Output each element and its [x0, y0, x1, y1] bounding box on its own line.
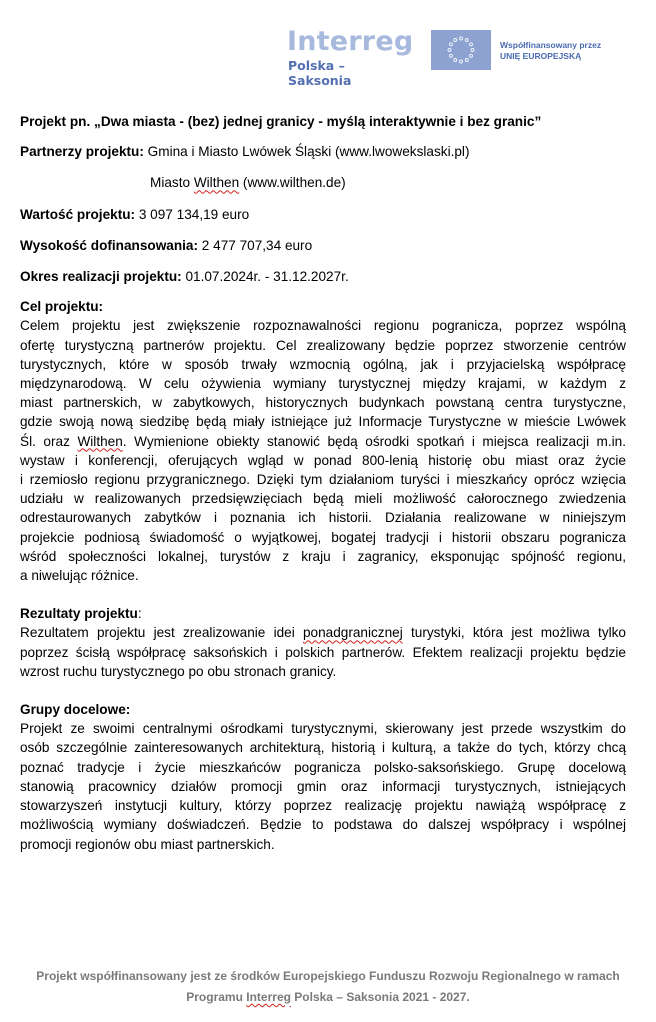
partner-1: Gmina i Miasto Lwówek Śląski (www.lwowekslaski.pl) — [143, 144, 470, 160]
partners-label: Partnerzy projektu: — [20, 144, 144, 160]
interreg-logo-subtitle: Polska – Saksonia — [288, 58, 352, 88]
goal-heading: Cel projektu: — [20, 299, 104, 315]
eu-cofinancing-label: Współfinansowany przez UNIĘ EUROPEJSKĄ — [500, 40, 602, 61]
goal-paragraph: Celem projektu jest zwiększenie rozpoznawalności regionu pogranicza, poprzez wspólną ofertę turystyczną partnerów projektu. Cel zrealizowany będzie poprzez stworzenie centrów turystycznych, które w sposób trwały wzmocnią ogólną, jak i przyjacielską współpracę międzynarodową. W celu ożywienia wymiany turystycznej między krajami, w każdym z miast partnerskich, w zabytkowych, historycznych budynkach powstaną centra turystyczne, gdzie swoją nową siedzibę będą miały istniejące już Informacje Turystyczne w mieście Lwówek Śl. oraz Wilthen. Wymienione obiekty stanowić będą ośrodki spotkań i miejsca realizacji m.in. wystaw i konferencji, oferujących wgląd w ponad 800-lenią historię obu miast oraz życie i rzemiosło regionu przygranicznego. Dzięki tym działaniom turyści i mieszkańcy oprócz wzięcia udziału w realizowanych przedsięwzięciach będą mieli możliwość całorocznego zwiedzenia odrestaurowanych zabytków i poznania ich historii. Działania realizowane w niniejszym projekcie podniosą świadomość o wyjątkowej, bogatej tradycji i historii obszaru pogranicza wśród społeczności lokalnej, turystów z kraju i zagranicy, eksponując spójność regionu, a niwelując różnice. — [20, 318, 626, 584]
groups-heading: Grupy docelowe: — [20, 702, 131, 718]
interreg-logo — [287, 26, 414, 88]
results-heading: Rezultaty projektu: — [20, 606, 142, 622]
partner-2: Miasto Wilthen (www.wilthen.de) — [150, 175, 346, 191]
footer-note: Projekt współfinansowany jest ze środków Europejskiego Funduszu Rozwoju Regionalnego w ramach Programu Interreg Polska – Saksonia 2021 - 2027. — [36, 969, 620, 1004]
groups-paragraph: Projekt ze swoimi centralnymi ośrodkami turystycznymi, skierowany jest przede wszystkim do osób szczególnie zainteresowanych architekturą, historią i kulturą, a także do tych, którzy chcą poznać tradycje i życie mieszkańców pogranicza polsko-saksońskiego. Grupę docelową stanowią pracownicy działów promocji gmin oraz informacji turystycznych, istniejących stowarzyszeń instytucji kultury, którzy poprzez realizację projektu nawiążą współpracę z możliwością wymiany doświadczeń. Będzie to podstawa do dalszej współpracy i wspólnej promocji regionów obu miast partnerskich. — [20, 721, 626, 852]
project-title: Projekt pn. „Dwa miasta - (bez) jednej granicy - myślą interaktywnie i bez granic” — [20, 114, 542, 129]
results-paragraph: Rezultatem projektu jest zrealizowanie idei ponadgranicznej turystyki, która jest możliwa tylko poprzez ścisłą współpracę saksońskich i polskich partnerów. Efektem realizacji projektu będzie wzrost ruchu turystycznego po obu stronach granicy. — [20, 625, 626, 679]
interreg-logo-word: Interreg — [287, 26, 414, 57]
partners-row — [20, 142, 626, 161]
eu-flag-icon — [431, 30, 491, 70]
project-value-row: Wartość projektu: 3 097 134,19 euro — [20, 206, 250, 222]
document-body — [20, 106, 626, 854]
cofinancing-row: Wysokość dofinansowania: 2 477 707,34 euro — [20, 237, 313, 253]
period-row: Okres realizacji projektu: 01.07.2024r. - 31.12.2027r. — [20, 269, 349, 285]
